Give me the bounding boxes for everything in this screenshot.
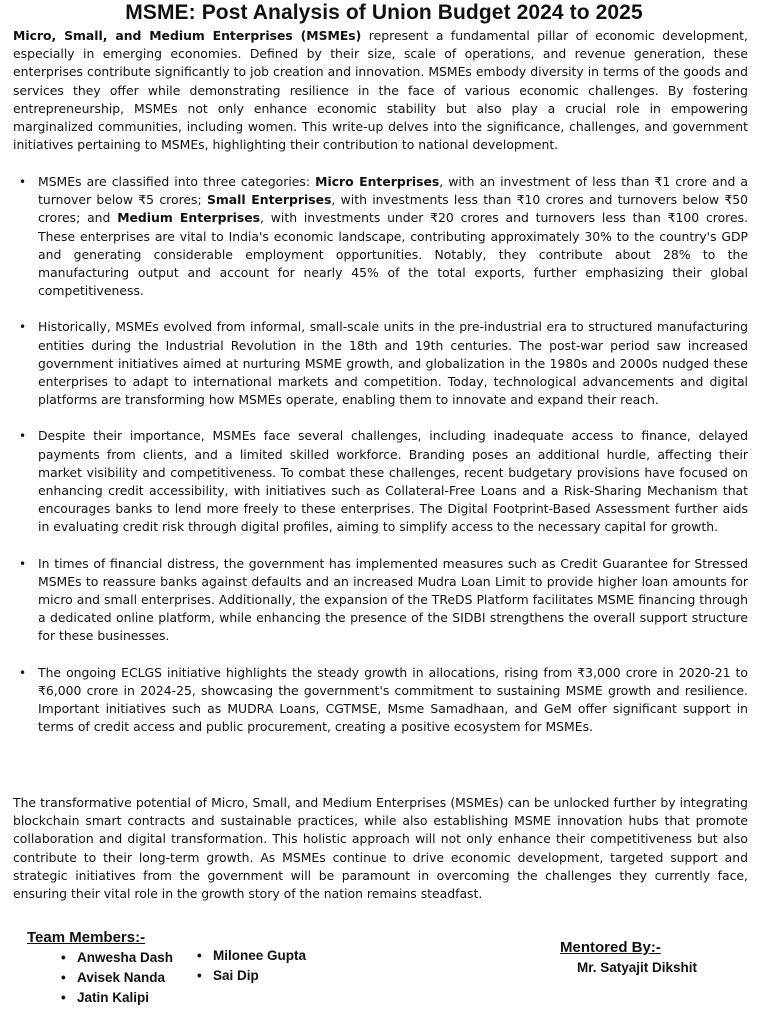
team-member [197, 966, 306, 986]
bullet-dot: • [19, 429, 27, 444]
team-member-name: Milonee Gupta [213, 948, 307, 963]
intro-bold-lead: Micro, Small, and Medium Enterprises (MSMEs) [13, 28, 362, 43]
team-member-name: Avisek Nanda [77, 970, 166, 985]
team-section [27, 928, 307, 1005]
intro-text: represent a fundamental pillar of economic development, especially in emerging economies. Defined by their size, scale of operations, and revenue generation, these enterprises contribute significantly to job creation and innovation. MSMEs embody diversity in terms of the goods and services they offer while demonstrating resilience in the face of various economic challenges. By fostering entrepreneurship, MSMEs not only enhance economic stability but also play a crucial role in empowering marginalized communities, including women. This write-up delves into the significance, challenges, and government initiatives pertaining to MSMEs, highlighting their contribution to national development. [13, 28, 748, 153]
bullet-text: , with investments less than ₹10 crores and turnovers below ₹50 crores; and [38, 192, 748, 226]
bullet-item-history [13, 318, 748, 409]
bullet-dot: • [197, 948, 202, 963]
bullet-text: The ongoing ECLGS initiative highlights the steady growth in allocations, rising from ₹3,000 crore in 2020-21 to ₹6,000 crore in 2024-25, showcasing the government's commitment to sustaining MSME growth and resilience. Important initiatives such as MUDRA Loans, CGTMSE, Msme Samadhaan, and GeM offer significant support in terms of credit access and public procurement, creating a positive ecosystem for MSMEs. [38, 664, 748, 735]
team-heading: Team Members:- [27, 929, 146, 946]
team-member-name: Sai Dip [213, 968, 259, 983]
team-member [61, 968, 173, 988]
team-member-name: Anwesha Dash [77, 950, 174, 965]
bullet-text: MSMEs are classified into three categories: [38, 174, 316, 189]
bullet-list [13, 173, 748, 736]
bullet-dot: • [197, 968, 202, 983]
team-member [61, 988, 173, 1008]
page-title: MSME: Post Analysis of Union Budget 2024 to 2025 [125, 1, 643, 24]
team-member [197, 946, 306, 966]
bullet-dot: • [19, 556, 27, 571]
bullet-dot: • [61, 990, 66, 1005]
bullet-dot: • [19, 665, 27, 680]
team-member [61, 948, 173, 968]
mentor-name: Mr. Satyajit Dikshit [577, 960, 698, 975]
bullet-bold-micro: Micro Enterprises [315, 174, 440, 189]
bullet-dot: • [19, 320, 27, 335]
team-column-1 [61, 948, 173, 1008]
bullet-text: Historically, MSMEs evolved from informal, small-scale units in the pre-industrial era to structured manufacturing entities during the Industrial Revolution in the 18th and 19th centuries. The post-war period saw increased government initiatives aimed at nurturing MSME growth, and globalization in the 1980s and 2000s nudged these enterprises to adapt to international markets and competition. Today, technological advancements and digital platforms are transforming how MSMEs operate, enabling them to innovate and expand their reach. [38, 319, 748, 408]
bullet-bold-medium: Medium Enterprises [117, 210, 261, 226]
conclusion-paragraph: The transformative potential of Micro, Small, and Medium Enterprises (MSMEs) can be unlocked further by integrating blockchain smart contracts and sustainable practices, while also establishing MSME innovation hubs that promote collaboration and digital transformation. This holistic approach will not only enhance their competitiveness but also contribute to their long-term growth. As MSMEs continue to drive economic development, targeted support and strategic initiatives from the government will be paramount in overcoming the challenges they currently face, ensuring their vital role in the growth story of the nation remains steadfast. [13, 795, 748, 902]
bullet-dot: • [61, 950, 66, 965]
bullet-item-challenges [13, 427, 748, 536]
bullet-text: , with investments under ₹20 crores and turnovers less than ₹100 crores. These enterprises are vital to India's economic landscape, contributing approximately 30% to the country's GDP and generating considerable employment opportunities. Notably, they contribute about 28% to the manufacturing output and account for nearly 45% of the total exports, further emphasizing their global competitiveness. [38, 210, 749, 299]
mentor-section [560, 938, 697, 978]
intro-paragraph [13, 27, 748, 154]
bullet-item-distress-measures [13, 555, 748, 646]
bullet-text: In times of financial distress, the government has implemented measures such as Credit Guarantee for Stressed MSMEs to reassure banks against defaults and an increased Mudra Loan Limit to provide higher loan amounts for micro and small enterprises. Additionally, the expansion of the TReDS Platform facilitates MSME financing through a dedicated online platform, while enhancing the presence of the SIDBI strengthens the overall support structure for these businesses. [38, 555, 748, 644]
bullet-dot: • [19, 175, 27, 189]
bullet-item-eclgs [13, 664, 748, 737]
bullet-text: , with an investment of less than ₹1 crore and a turnover below ₹5 crores; [38, 174, 748, 208]
team-member-name: Jatin Kalipi [77, 990, 150, 1005]
bullet-item-classification [13, 173, 748, 300]
team-column-2 [197, 946, 306, 986]
bullet-bold-small: Small Enterprises [206, 192, 332, 208]
bullet-text: Despite their importance, MSMEs face several challenges, including inadequate access to finance, delayed payments from clients, and a limited skilled workforce. Branding poses an additional hurdle, affecting their market visibility and competitiveness. To combat these challenges, recent budgetary provisions have focused on enhancing credit accessibility, with initiatives such as Collateral-Free Loans and a Risk-Sharing Mechanism that encourages banks to lend more freely to these enterprises. The Digital Footprint-Based Assessment further aids in evaluating credit risk through digital profiles, aiming to simplify access to the necessary capital for growth. [38, 428, 748, 535]
bullet-dot: • [61, 970, 66, 985]
mentor-heading: Mentored By:- [560, 939, 661, 956]
